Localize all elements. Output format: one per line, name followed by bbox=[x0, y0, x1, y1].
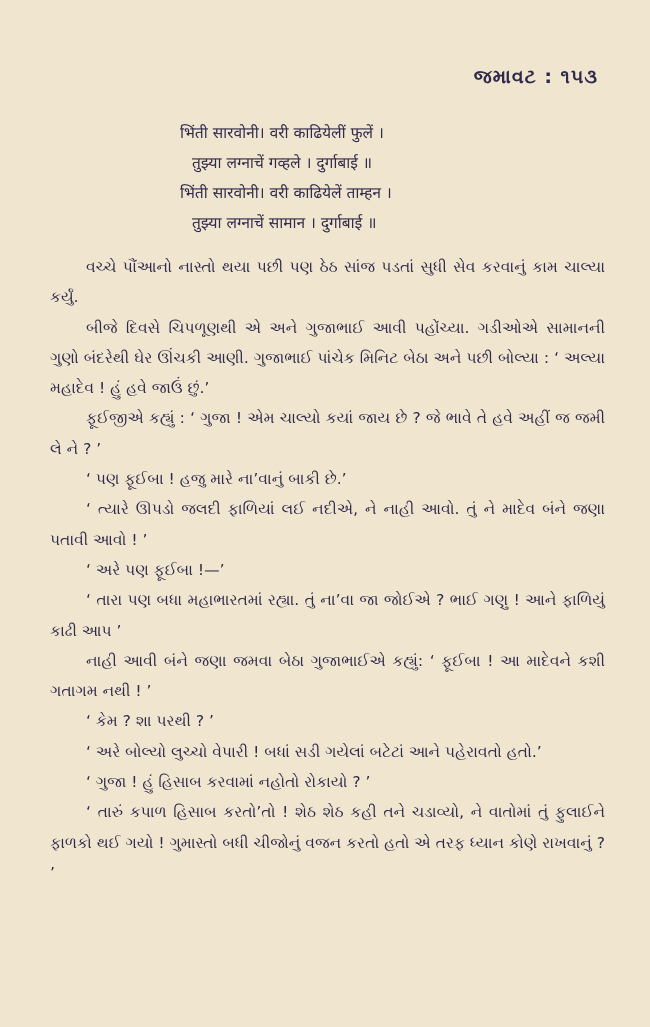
paragraph: ‘ પણ ફૂઈબા ! હજુ મારે ના’વાનું બાકી છે.’ bbox=[86, 470, 347, 489]
paragraph: ‘ અરે બોલ્યો લુચ્ચો વેપારી ! બધાં સડી ગયેલાં બટેટાં આને પહેરાવતો હતો.’ bbox=[86, 742, 542, 761]
paragraph: વચ્ચે પૌંઆનો નાસ્તો થયા પછી પણ ઠેઠ સાંજ પડતાં સુધી સેવ કરવાનું કામ ચાલ્યા કર્યું. bbox=[50, 258, 605, 307]
verse-line: तुझ्या लग्नाचें गव्हले । दुर्गाबाई ॥ bbox=[192, 154, 373, 172]
verse-line: तुझ्या लग्नाचें सामान । दुर्गाबाई ॥ bbox=[192, 214, 377, 232]
marathi-verse bbox=[180, 118, 600, 238]
paragraph: ‘ તારું કપાળ હિસાબ કરતો’તો ! શેઠ શેઠ કહી તને ચડાવ્યો, ને વાતોમાં તું ફુલાઈને ફાળકો થઈ ગયો ! ગુમાસ્તો બધી ચીજોનું વજન કરતો હતો એ તરફ ધ્યાન કોણે રાખવાનું ? ’ bbox=[50, 803, 605, 882]
paragraph: ‘ તારા પણ બધા મહાભારતમાં રહ્યા. તું ના’વા જા જોઈએ ? ભાઈ ગણુ ! આને ફાળિયું કાઢી આપ ’ bbox=[50, 591, 605, 640]
verse-line: भिंती सारवोनी। वरी काढियेलीं फुलें । bbox=[180, 124, 384, 142]
body-text bbox=[50, 252, 605, 888]
verse-line: भिंती सारवोनी। वरी काढियेलें ताम्हन । bbox=[180, 184, 392, 202]
paragraph: બીજે દિવસે ચિપળૂણથી એ અને ગુજાભાઈ આવી પહોંચ્યા. ગડીઓએ સામાનની ગુણો બંદરેથી ઘેર ઊંચકી આણી. ગુજાભાઈ પાંચેક મિનિટ બેઠા અને પછી બોલ્યા : ‘ અલ્યા મહાદેવ ! હું હવે જાઉં છું.’ bbox=[50, 318, 605, 398]
paragraph: ‘ કેમ ? શા પરથી ? ’ bbox=[86, 712, 214, 731]
paragraph: ‘ ગુજા ! હું હિસાબ કરવામાં નહોતો રોકાયો ? ’ bbox=[86, 773, 371, 792]
paragraph: ‘ ત્યારે ઊપડો જલદી ફાળિયાં લઈ નદીએ, ને નાહી આવો. તું ને માદેવ બંને જણા પતાવી આવો ! ’ bbox=[50, 500, 605, 549]
paragraph: નાહી આવી બંને જણા જમવા બેઠા ગુજાભાઈએ કહ્યું: ‘ ફૂઈબા ! આ માદેવને કશી ગતાગમ નથી ! ’ bbox=[50, 651, 605, 701]
paragraph: ફૂઈજીએ કહ્યું : ‘ ગુજા ! એમ ચાલ્યો કયાં જાય છે ? જે ભાવે તે હવે અહીં જ જમી લે ને ? ’ bbox=[50, 409, 605, 458]
paragraph: ‘ અરે પણ ફૂઈબા !—’ bbox=[86, 560, 225, 579]
page-header: જમાવટ : ૧૫૩ bbox=[473, 66, 598, 88]
